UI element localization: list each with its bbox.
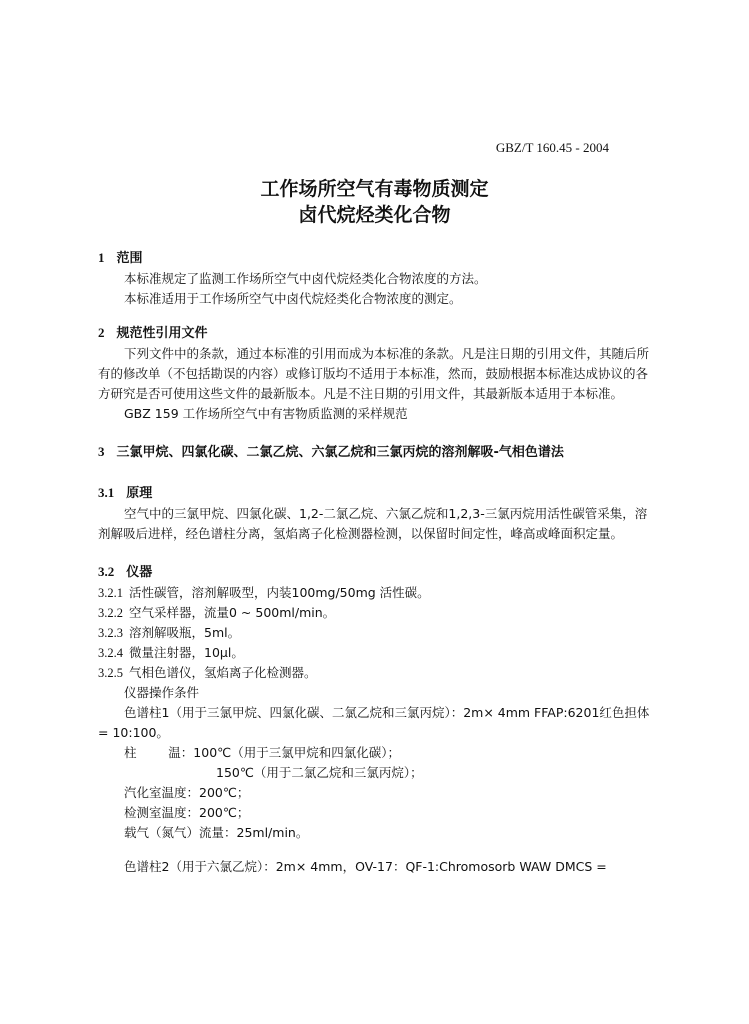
section-title: 规范性引用文件 — [116, 326, 208, 341]
list-item: 3.2.5 气相色谱仪，氢焰离子化检测器。 — [98, 665, 317, 680]
section-3-heading — [98, 442, 658, 463]
paragraph: 空气中的三氯甲烷、四氯化碳、1,2-二氯乙烷、六氯乙烷和1,2,3-三氯丙烷用活性碳管采集，溶剂解吸后进样，经色谱柱分离，氢焰离子化检测器检测，以保留时间定性，峰高或峰面积定量。 — [98, 506, 648, 541]
paragraph: 下列文件中的条款，通过本标准的引用而成为本标准的条款。凡是注日期的引用文件，其随后所有的修改单（不包括勘误的内容）或修订版均不适用于本标准，然而，鼓励根据本标准达成协议的各方研究是否可使用这些文件的最新版本。凡是不注日期的引用文件，其最新版本适用于本标准。 — [98, 346, 650, 401]
section-title: 仪器 — [126, 565, 153, 580]
document-subtitle: 卤代烷烃类化合物 — [298, 204, 451, 226]
carrier-flow: 载气（氮气）流量：25ml/min。 — [124, 825, 309, 840]
list-item: 3.2.1 活性碳管，溶剂解吸型，内装100mg/50mg 活性碳。 — [98, 585, 430, 600]
column-1-spec: 色谱柱1（用于三氯甲烷、四氯化碳、二氯乙烷和三氯丙烷）：2m× 4mm FFAP:6201红色担体 = 10:100。 — [98, 705, 650, 740]
section-title: 范围 — [116, 251, 143, 266]
section-title: 原理 — [126, 486, 153, 501]
list-item: 3.2.3 溶剂解吸瓶，5ml。 — [98, 625, 241, 640]
section-1-heading — [98, 248, 658, 269]
section-3-2-heading — [98, 562, 658, 583]
section-number: 3.2 — [98, 564, 115, 579]
detector-temp: 检测室温度：200℃； — [124, 805, 250, 820]
section-2-heading — [98, 323, 658, 344]
conditions-title: 仪器操作条件 — [124, 685, 200, 700]
document-code: GBZ/T 160.45 - 2004 — [495, 140, 609, 155]
column-2-spec: 色谱柱2（用于六氯乙烷）：2m× 4mm，OV-17：QF-1:Chromosorb WAW DMCS = — [124, 859, 607, 874]
list-item: 3.2.4 微量注射器，10μl。 — [98, 645, 244, 660]
list-item: 3.2.2 空气采样器，流量0 ~ 500ml/min。 — [98, 605, 336, 620]
section-number: 3.1 — [98, 485, 115, 500]
paragraph: 本标准适用于工作场所空气中卤代烷烃类化合物浓度的测定。 — [124, 291, 462, 306]
document-title: 工作场所空气有毒物质测定 — [260, 178, 489, 200]
section-number: 2 — [98, 325, 105, 340]
section-3-1-heading — [98, 483, 658, 504]
section-title: 三氯甲烷、四氯化碳、二氯乙烷、六氯乙烷和三氯丙烷的溶剂解吸-气相色谱法 — [116, 445, 564, 460]
section-number: 1 — [98, 250, 105, 265]
column-temp-1: 柱 温：100℃（用于三氯甲烷和四氯化碳）； — [124, 745, 400, 760]
paragraph: 本标准规定了监测工作场所空气中卤代烷烃类化合物浓度的方法。 — [124, 271, 487, 286]
column-temp-2: 150℃（用于二氯乙烷和三氯丙烷）； — [216, 765, 423, 780]
reference-entry: GBZ 159 工作场所空气中有害物质监测的采样规范 — [124, 406, 408, 421]
vaporizer-temp: 汽化室温度：200℃； — [124, 785, 250, 800]
document-body — [98, 248, 658, 877]
section-number: 3 — [98, 444, 105, 459]
